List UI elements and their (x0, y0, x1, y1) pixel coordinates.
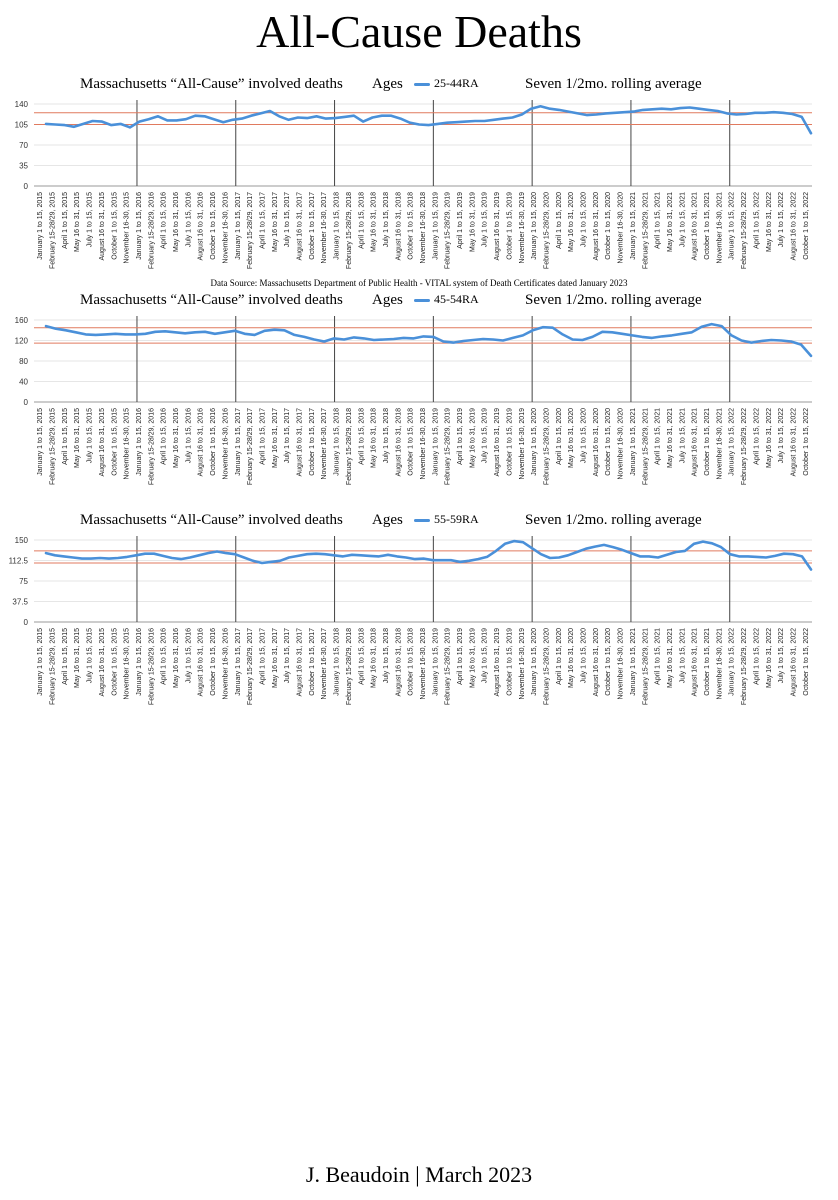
x-tick-label: August 16 to 31, 2019 (494, 407, 502, 477)
x-tick-label: July 1 to 15, 2016 (185, 628, 193, 684)
x-tick-label: May 16 to 31, 2021 (666, 192, 674, 252)
x-tick-label: February 15-28/29, 2017 (247, 192, 255, 270)
x-tick-label: November 16-30, 2015 (123, 192, 131, 264)
chart-subtitle: Seven 1/2mo. rolling average (525, 292, 702, 308)
x-tick-label: October 1 to 15, 2018 (407, 628, 415, 696)
x-tick-label: February 15-28/29, 2015 (49, 408, 57, 486)
x-tick-label: February 15-28/29, 2017 (247, 408, 255, 486)
x-tick-label: January 1 to 15, 2018 (333, 192, 341, 260)
x-tick-label: August 16 to 31, 2019 (494, 628, 502, 697)
x-tick-label: February 15-28/29, 2015 (49, 628, 57, 706)
x-tick-label: November 16-30, 2016 (222, 408, 230, 480)
x-tick-label: May 16 to 31, 2020 (568, 628, 576, 688)
x-tick-label: February 15-28/29, 2019 (444, 192, 452, 270)
x-tick-label: July 1 to 15, 2019 (481, 192, 489, 248)
x-tick-label: February 15-28/29, 2021 (642, 628, 650, 706)
x-tick-label: July 1 to 15, 2022 (778, 408, 786, 464)
x-tick-label: January 1 to 15, 2020 (531, 192, 539, 260)
x-tick-label: October 1 to 15, 2021 (704, 628, 712, 696)
x-tick-label: August 16 to 31, 2018 (395, 192, 403, 261)
x-tick-label: January 1 to 15, 2021 (629, 408, 637, 476)
x-tick-label: May 16 to 31, 2021 (666, 628, 674, 688)
y-tick-label: 0 (23, 618, 28, 627)
x-tick-label: January 1 to 15, 2016 (135, 192, 143, 260)
x-tick-label: April 1 to 15, 2016 (160, 628, 168, 685)
x-tick-label: April 1 to 15, 2017 (259, 192, 267, 249)
x-tick-label: April 1 to 15, 2021 (654, 408, 662, 465)
x-tick-label: November 16-30, 2019 (518, 628, 526, 700)
y-tick-label: 70 (19, 141, 28, 150)
y-tick-label: 150 (14, 536, 28, 545)
x-tick-label: May 16 to 31, 2022 (765, 192, 773, 252)
x-tick-label: November 16-30, 2017 (321, 408, 329, 480)
x-tick-label: October 1 to 15, 2017 (308, 408, 316, 476)
chart-plot (0, 292, 838, 507)
x-tick-label: January 1 to 15, 2019 (432, 628, 440, 696)
x-tick-label: February 15-28/29, 2019 (444, 408, 452, 486)
x-tick-label: May 16 to 31, 2021 (666, 408, 674, 468)
x-tick-label: February 15-28/29, 2022 (741, 628, 749, 706)
x-tick-label: April 1 to 15, 2015 (61, 628, 69, 685)
chart-25-44 (0, 76, 838, 291)
x-tick-label: October 1 to 15, 2019 (506, 408, 514, 476)
y-tick-label: 0 (23, 182, 28, 191)
x-tick-label: October 1 to 15, 2015 (111, 628, 119, 696)
x-tick-label: May 16 to 31, 2016 (173, 192, 181, 252)
legend-label: 55-59RA (434, 512, 479, 526)
x-tick-label: July 1 to 15, 2022 (778, 192, 786, 248)
footer-credit: J. Beaudoin | March 2023 (305, 1162, 533, 1187)
x-tick-label: July 1 to 15, 2020 (580, 628, 588, 684)
ages-label: Ages (372, 292, 403, 308)
x-tick-label: October 1 to 15, 2022 (802, 628, 810, 696)
x-tick-label: October 1 to 15, 2016 (210, 408, 218, 476)
x-tick-label: July 1 to 15, 2022 (778, 628, 786, 684)
x-tick-label: April 1 to 15, 2015 (61, 192, 69, 249)
x-tick-label: February 15-28/29, 2020 (543, 628, 551, 706)
x-tick-label: August 16 to 31, 2021 (691, 628, 699, 697)
x-tick-label: August 16 to 31, 2017 (296, 192, 304, 261)
x-tick-label: May 16 to 31, 2015 (74, 628, 82, 688)
x-tick-label: August 16 to 31, 2015 (98, 408, 106, 477)
x-tick-label: January 1 to 15, 2015 (37, 628, 45, 696)
x-tick-label: January 1 to 15, 2016 (135, 628, 143, 696)
x-tick-label: February 15-28/29, 2018 (345, 192, 353, 270)
y-tick-label: 37.5 (12, 597, 28, 607)
y-tick-label: 105 (14, 120, 28, 130)
x-tick-label: October 1 to 15, 2020 (605, 628, 613, 696)
x-tick-label: November 16-30, 2018 (420, 628, 427, 700)
x-tick-label: May 16 to 31, 2016 (173, 628, 181, 688)
x-tick-label: February 15-28/29, 2015 (49, 192, 57, 270)
x-tick-label: May 16 to 31, 2016 (173, 408, 181, 468)
x-tick-label: February 15-28/29, 2016 (148, 408, 156, 486)
x-tick-label: July 1 to 15, 2021 (679, 192, 687, 248)
x-tick-label: August 16 to 31, 2021 (691, 408, 699, 477)
x-tick-label: May 16 to 31, 2017 (271, 192, 279, 252)
x-tick-label: October 1 to 15, 2019 (506, 628, 514, 696)
x-tick-label: August 16 to 31, 2015 (98, 628, 106, 697)
x-tick-label: November 16-30, 2019 (518, 408, 526, 480)
x-tick-label: October 1 to 15, 2022 (802, 192, 810, 260)
x-tick-label: April 1 to 15, 2021 (654, 628, 662, 685)
x-tick-label: April 1 to 15, 2022 (753, 408, 761, 465)
x-tick-label: February 15-28/29, 2018 (345, 408, 353, 486)
x-tick-label: April 1 to 15, 2018 (358, 192, 366, 249)
x-tick-label: February 15-28/29, 2022 (741, 408, 749, 486)
x-tick-label: July 1 to 15, 2015 (86, 628, 94, 684)
x-tick-label: May 16 to 31, 2018 (370, 192, 378, 252)
x-tick-label: April 1 to 15, 2017 (259, 628, 267, 685)
chart-title: Massachusetts “All-Cause” involved deaths (80, 292, 343, 308)
x-tick-label: May 16 to 31, 2015 (74, 408, 82, 468)
legend-label: 25-44RA (434, 76, 479, 90)
x-tick-label: July 1 to 15, 2019 (481, 628, 489, 684)
x-tick-label: October 1 to 15, 2020 (605, 408, 613, 476)
x-tick-label: April 1 to 15, 2015 (61, 408, 69, 465)
x-tick-label: April 1 to 15, 2019 (457, 192, 465, 249)
x-tick-label: November 16-30, 2020 (617, 628, 625, 700)
x-tick-label: January 1 to 15, 2017 (234, 192, 242, 260)
x-tick-label: November 16-30, 2021 (716, 628, 724, 700)
x-tick-label: November 16-30, 2017 (321, 192, 329, 264)
x-tick-label: January 1 to 15, 2017 (234, 408, 242, 476)
ages-label: Ages (372, 512, 403, 528)
x-tick-label: October 1 to 15, 2016 (210, 628, 218, 696)
chart-subtitle: Seven 1/2mo. rolling average (525, 76, 702, 92)
x-tick-label: August 16 to 31, 2022 (790, 192, 798, 261)
x-tick-label: February 15-28/29, 2018 (345, 628, 353, 706)
y-tick-label: 0 (23, 398, 28, 407)
x-tick-label: August 16 to 31, 2022 (790, 408, 798, 477)
ages-label: Ages (372, 76, 403, 92)
x-tick-label: May 16 to 31, 2015 (74, 192, 82, 252)
x-tick-label: July 1 to 15, 2017 (284, 628, 292, 684)
chart-plot (0, 512, 838, 727)
x-tick-label: April 1 to 15, 2018 (358, 628, 366, 685)
x-tick-label: August 16 to 31, 2016 (197, 628, 205, 697)
x-tick-label: November 16-30, 2016 (222, 192, 230, 264)
x-tick-label: October 1 to 15, 2017 (308, 192, 316, 260)
x-tick-label: May 16 to 31, 2019 (469, 192, 477, 252)
y-tick-label: 160 (14, 316, 28, 325)
x-tick-label: April 1 to 15, 2016 (160, 192, 168, 249)
x-tick-label: May 16 to 31, 2020 (568, 408, 576, 468)
x-tick-label: February 15-28/29, 2021 (642, 192, 650, 270)
chart-plot (0, 76, 838, 291)
x-tick-label: May 16 to 31, 2017 (271, 408, 279, 468)
x-tick-label: May 16 to 31, 2019 (469, 408, 477, 468)
x-tick-label: April 1 to 15, 2018 (358, 408, 366, 465)
series-line (46, 106, 811, 133)
x-tick-label: November 16-30, 2016 (222, 628, 230, 700)
data-source-note: Data Source: Massachusetts Department of Public Health - VITAL system of Death Certificates dated January 2023 (210, 278, 628, 288)
x-tick-label: January 1 to 15, 2016 (135, 408, 143, 476)
x-tick-label: November 16-30, 2021 (716, 192, 724, 264)
x-tick-label: January 1 to 15, 2017 (234, 628, 242, 696)
x-tick-label: April 1 to 15, 2019 (457, 408, 465, 465)
x-tick-label: October 1 to 15, 2021 (704, 408, 712, 476)
x-tick-label: July 1 to 15, 2021 (679, 628, 687, 684)
x-tick-label: August 16 to 31, 2015 (98, 192, 106, 261)
x-tick-label: October 1 to 15, 2018 (407, 192, 415, 260)
x-tick-label: November 16-30, 2021 (716, 408, 724, 480)
x-tick-label: November 16-30, 2018 (420, 408, 427, 480)
chart-45-54 (0, 292, 838, 507)
x-tick-label: February 15-28/29, 2020 (543, 192, 551, 270)
x-tick-label: July 1 to 15, 2015 (86, 192, 94, 248)
x-tick-label: July 1 to 15, 2018 (382, 408, 390, 464)
x-tick-label: April 1 to 15, 2022 (753, 628, 761, 685)
x-tick-label: January 1 to 15, 2020 (531, 628, 539, 696)
x-tick-label: January 1 to 15, 2018 (333, 408, 341, 476)
x-tick-label: April 1 to 15, 2022 (753, 192, 761, 249)
x-tick-label: February 15-28/29, 2022 (741, 192, 749, 270)
x-tick-label: January 1 to 15, 2022 (728, 192, 736, 260)
x-tick-label: January 1 to 15, 2015 (37, 192, 45, 260)
x-tick-label: January 1 to 15, 2022 (728, 408, 736, 476)
x-tick-label: November 16-30, 2015 (123, 628, 131, 700)
x-tick-label: August 16 to 31, 2018 (395, 628, 403, 697)
x-tick-label: April 1 to 15, 2019 (457, 628, 465, 685)
x-tick-label: February 15-28/29, 2016 (148, 192, 156, 270)
x-tick-label: July 1 to 15, 2015 (86, 408, 94, 464)
x-tick-label: November 16-30, 2018 (420, 192, 427, 264)
y-tick-label: 80 (19, 357, 28, 366)
x-tick-label: July 1 to 15, 2017 (284, 408, 292, 464)
x-tick-label: October 1 to 15, 2016 (210, 191, 218, 260)
x-tick-label: July 1 to 15, 2020 (580, 192, 588, 248)
x-tick-label: January 1 to 15, 2021 (629, 192, 637, 260)
y-tick-label: 35 (19, 161, 28, 171)
y-tick-label: 40 (19, 377, 28, 387)
legend-label: 45-54RA (434, 292, 479, 306)
x-tick-label: April 1 to 15, 2020 (555, 408, 563, 465)
x-tick-label: July 1 to 15, 2016 (185, 408, 193, 464)
x-tick-label: November 16-30, 2020 (617, 192, 625, 264)
x-tick-label: October 1 to 15, 2019 (506, 192, 514, 260)
x-tick-label: April 1 to 15, 2017 (259, 408, 267, 465)
x-tick-label: July 1 to 15, 2018 (382, 192, 390, 248)
x-tick-label: October 1 to 15, 2015 (111, 192, 119, 260)
x-tick-label: August 16 to 31, 2020 (592, 408, 600, 477)
x-tick-label: August 16 to 31, 2021 (691, 192, 699, 261)
x-tick-label: May 16 to 31, 2017 (271, 628, 279, 688)
x-tick-label: November 16-30, 2015 (123, 408, 131, 480)
x-tick-label: July 1 to 15, 2019 (481, 408, 489, 464)
x-tick-label: May 16 to 31, 2018 (370, 408, 378, 468)
x-tick-label: August 16 to 31, 2020 (592, 192, 600, 261)
x-tick-label: August 16 to 31, 2018 (395, 408, 403, 477)
y-tick-label: 75 (19, 577, 28, 586)
x-tick-label: October 1 to 15, 2015 (111, 408, 119, 476)
x-tick-label: July 1 to 15, 2018 (382, 628, 390, 684)
x-tick-label: February 15-28/29, 2020 (543, 408, 551, 486)
x-tick-label: April 1 to 15, 2020 (555, 628, 563, 685)
x-tick-label: October 1 to 15, 2017 (308, 628, 316, 696)
x-tick-label: May 16 to 31, 2022 (765, 628, 773, 688)
x-tick-label: April 1 to 15, 2016 (160, 408, 168, 465)
x-tick-label: November 16-30, 2019 (518, 192, 526, 264)
x-tick-label: August 16 to 31, 2019 (494, 191, 502, 261)
x-tick-label: January 1 to 15, 2022 (728, 628, 736, 696)
x-tick-label: July 1 to 15, 2016 (185, 192, 193, 248)
x-tick-label: October 1 to 15, 2018 (407, 408, 415, 476)
x-tick-label: April 1 to 15, 2021 (654, 192, 662, 249)
x-tick-label: January 1 to 15, 2021 (629, 628, 637, 696)
x-tick-label: August 16 to 31, 2022 (790, 628, 798, 697)
x-tick-label: October 1 to 15, 2021 (704, 192, 712, 260)
x-tick-label: October 1 to 15, 2022 (802, 408, 810, 476)
x-tick-label: May 16 to 31, 2019 (469, 628, 477, 688)
x-tick-label: November 16-30, 2020 (617, 408, 625, 480)
chart-title: Massachusetts “All-Cause” involved deaths (80, 512, 343, 528)
y-tick-label: 120 (14, 336, 28, 346)
x-tick-label: August 16 to 31, 2017 (296, 408, 304, 477)
x-tick-label: August 16 to 31, 2020 (592, 628, 600, 697)
x-tick-label: January 1 to 15, 2018 (333, 628, 341, 696)
x-tick-label: January 1 to 15, 2019 (432, 192, 440, 260)
y-tick-label: 140 (14, 100, 28, 109)
x-tick-label: May 16 to 31, 2020 (568, 192, 576, 252)
x-tick-label: May 16 to 31, 2022 (765, 408, 773, 468)
x-tick-label: July 1 to 15, 2021 (679, 408, 687, 464)
page-title: All-Cause Deaths (256, 6, 582, 57)
x-tick-label: April 1 to 15, 2020 (555, 192, 563, 249)
x-tick-label: May 16 to 31, 2018 (370, 628, 378, 688)
x-tick-label: February 15-28/29, 2017 (247, 628, 255, 706)
x-tick-label: January 1 to 15, 2020 (531, 408, 539, 476)
y-tick-label: 112.5 (8, 556, 28, 566)
x-tick-label: February 15-28/29, 2021 (642, 408, 650, 486)
x-tick-label: July 1 to 15, 2017 (284, 192, 292, 248)
x-tick-label: October 1 to 15, 2020 (605, 192, 613, 260)
series-line (46, 541, 811, 569)
chart-55-59 (0, 512, 838, 727)
x-tick-label: November 16-30, 2017 (321, 628, 329, 700)
x-tick-label: August 16 to 31, 2017 (296, 628, 304, 697)
x-tick-label: January 1 to 15, 2019 (432, 408, 440, 476)
x-tick-label: July 1 to 15, 2020 (580, 408, 588, 464)
x-tick-label: February 15-28/29, 2019 (444, 628, 452, 706)
chart-title: Massachusetts “All-Cause” involved deaths (80, 76, 343, 92)
x-tick-label: August 16 to 31, 2016 (197, 192, 205, 261)
chart-subtitle: Seven 1/2mo. rolling average (525, 512, 702, 528)
x-tick-label: February 15-28/29, 2016 (148, 628, 156, 706)
x-tick-label: August 16 to 31, 2016 (197, 408, 205, 477)
x-tick-label: January 1 to 15, 2015 (37, 408, 45, 476)
